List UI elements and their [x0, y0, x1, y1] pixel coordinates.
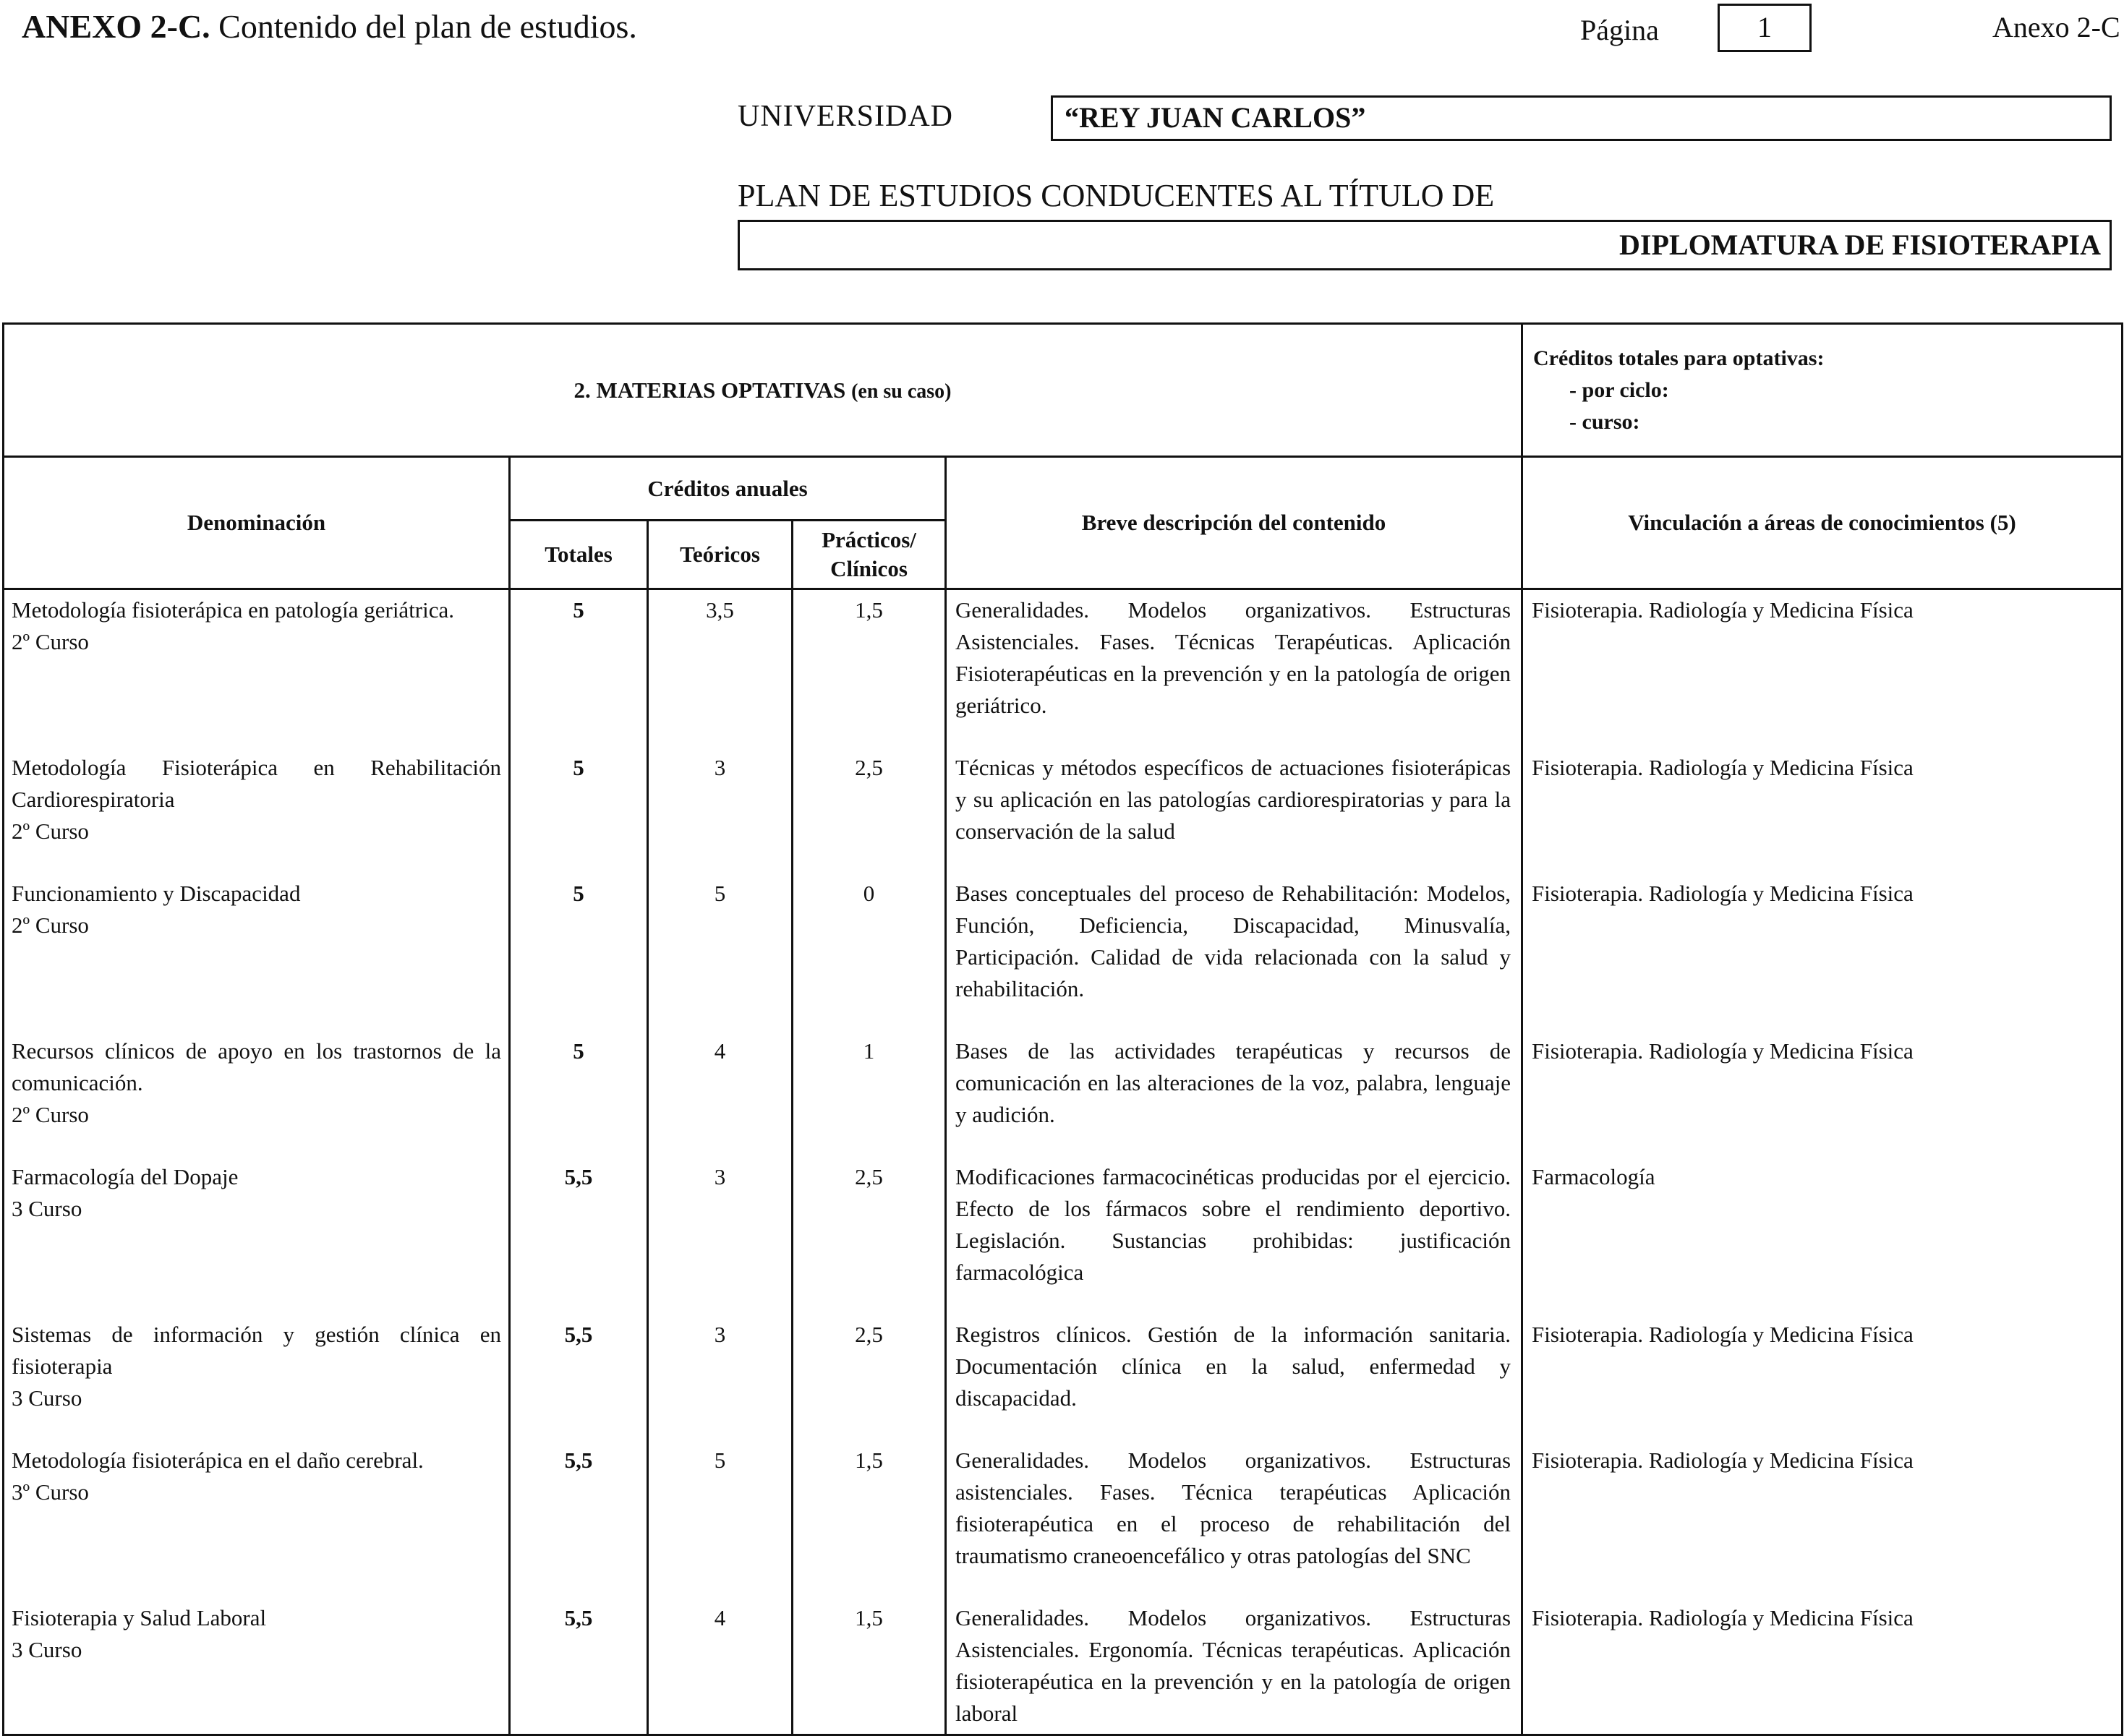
credits-total: 5	[510, 589, 648, 748]
credits-total: 5,5	[510, 1598, 648, 1735]
total-credits-cell	[1522, 324, 2123, 457]
subject-course: 3º Curso	[12, 1479, 89, 1505]
credits-theory: 4	[648, 1031, 793, 1157]
subject-name: Farmacología del Dopaje	[12, 1164, 239, 1189]
credits-total: 5	[510, 1031, 648, 1157]
credits-total: 5,5	[510, 1440, 648, 1598]
subject-name: Fisioterapia y Salud Laboral	[12, 1605, 267, 1630]
annex-label: ANEXO 2-C.	[22, 8, 210, 45]
optional-subjects-table	[2, 322, 2123, 1736]
subject-name: Sistemas de información y gestión clínica en fisioterapia	[12, 1322, 501, 1379]
credits-practice: 1,5	[793, 1598, 946, 1735]
credits-practice: 2,5	[793, 1314, 946, 1440]
subject-description: Registros clínicos. Gestión de la información sanitaria. Documentación clínica en la salud, enfermedad y discapacidad.	[946, 1314, 1522, 1440]
table-row	[4, 1314, 2123, 1440]
credits-practice: 1	[793, 1031, 946, 1157]
credits-per-cycle-label: - por ciclo:	[1569, 377, 1669, 402]
credits-theory: 3	[648, 1314, 793, 1440]
subject-description: Generalidades. Modelos organizativos. Estructuras asistenciales. Fases. Técnica terapéuticas Aplicación fisioterapéutica en el proceso de rehabilitación del traumatismo craneoencefálico y otras patologías del SNC	[946, 1440, 1522, 1598]
knowledge-area: Fisioterapia. Radiología y Medicina Física	[1522, 1598, 2123, 1735]
subject-course: 2º Curso	[12, 1102, 89, 1127]
credits-total: 5	[510, 748, 648, 873]
credits-theory: 3	[648, 1157, 793, 1314]
credits-theory: 4	[648, 1598, 793, 1735]
credits-total: 5,5	[510, 1314, 648, 1440]
knowledge-area: Fisioterapia. Radiología y Medicina Física	[1522, 748, 2123, 873]
table-row	[4, 589, 2123, 748]
credits-theory: 3	[648, 748, 793, 873]
credits-practice: 0	[793, 873, 946, 1031]
knowledge-area: Fisioterapia. Radiología y Medicina Física	[1522, 873, 2123, 1031]
university-label: UNIVERSIDAD	[738, 100, 953, 133]
degree-title-box: DIPLOMATURA DE FISIOTERAPIA	[738, 220, 2112, 270]
section-title-cell	[4, 324, 1522, 457]
subject-course: 3 Curso	[12, 1385, 82, 1411]
knowledge-area: Fisioterapia. Radiología y Medicina Física	[1522, 1031, 2123, 1157]
subject-name: Metodología fisioterápica en el daño cerebral.	[12, 1448, 424, 1473]
subject-course: 2º Curso	[12, 818, 89, 844]
knowledge-area: Fisioterapia. Radiología y Medicina Física	[1522, 589, 2123, 748]
credits-practice: 2,5	[793, 748, 946, 873]
subject-name: Metodología fisioterápica en patología geriátrica.	[12, 597, 455, 623]
subject-description: Generalidades. Modelos organizativos. Estructuras Asistenciales. Ergonomía. Técnicas terapéuticas. Aplicación fisioterapéutica en la prevención y en la patología de origen laboral	[946, 1598, 1522, 1735]
col-header-practicos-line1: Prácticos/	[822, 527, 916, 552]
credits-total: 5	[510, 873, 648, 1031]
subject-description: Bases conceptuales del proceso de Rehabilitación: Modelos, Función, Deficiencia, Discapacidad, Minusvalía, Participación. Calidad de vida relacionada con la salud y rehabilitación.	[946, 873, 1522, 1031]
table-row	[4, 748, 2123, 873]
col-header-description: Breve descripción del contenido	[946, 457, 1522, 589]
subject-name: Metodología Fisioterápica en Rehabilitación Cardiorespiratoria	[12, 755, 501, 812]
credits-theory: 5	[648, 1440, 793, 1598]
page-label: Página	[1580, 14, 1659, 46]
col-header-teoricos: Teóricos	[648, 521, 793, 589]
subject-name: Recursos clínicos de apoyo en los trastornos de la comunicación.	[12, 1038, 501, 1095]
knowledge-area: Farmacología	[1522, 1157, 2123, 1314]
annex-description: Contenido del plan de estudios.	[218, 8, 637, 45]
section-title: 2. MATERIAS OPTATIVAS	[573, 377, 846, 403]
section-note: (en su caso)	[851, 380, 952, 403]
col-header-totales: Totales	[510, 521, 648, 589]
knowledge-area: Fisioterapia. Radiología y Medicina Física	[1522, 1314, 2123, 1440]
table-row	[4, 1598, 2123, 1735]
subject-course: 3 Curso	[12, 1196, 82, 1221]
subject-description: Bases de las actividades terapéuticas y recursos de comunicación en las alteraciones de la voz, palabra, lenguaje y audición.	[946, 1031, 1522, 1157]
subject-course: 3 Curso	[12, 1637, 82, 1662]
annex-tag: Anexo 2-C	[1992, 11, 2120, 43]
subject-description: Generalidades. Modelos organizativos. Estructuras Asistenciales. Fases. Técnicas Terapéuticas. Aplicación Fisioterapéuticas en la prevención y en la patología de origen geriátrico.	[946, 589, 1522, 748]
table-row	[4, 1440, 2123, 1598]
credits-theory: 5	[648, 873, 793, 1031]
page-number-box: 1	[1718, 4, 1812, 52]
credits-per-course-label: - curso:	[1569, 409, 1640, 434]
subject-name: Funcionamiento y Discapacidad	[12, 881, 301, 906]
total-credits-label: Créditos totales para optativas:	[1533, 346, 1825, 370]
col-header-practicos	[793, 521, 946, 589]
table-row	[4, 1031, 2123, 1157]
credits-theory: 3,5	[648, 589, 793, 748]
table-row	[4, 1157, 2123, 1314]
credits-practice: 1,5	[793, 589, 946, 748]
subject-description: Técnicas y métodos específicos de actuaciones fisioterápicas y su aplicación en las patologías cardiorespiratorias y para la conservación de la salud	[946, 748, 1522, 873]
plan-label: PLAN DE ESTUDIOS CONDUCENTES AL TÍTULO DE	[738, 178, 1495, 213]
subject-course: 2º Curso	[12, 912, 89, 938]
col-header-name: Denominación	[4, 457, 510, 589]
credits-practice: 2,5	[793, 1157, 946, 1314]
subject-description: Modificaciones farmacocinéticas producidas por el ejercicio. Efecto de los fármacos sobre el rendimiento deportivo. Legislación. Sustancias prohibidas: justificación farmacológica	[946, 1157, 1522, 1314]
knowledge-area: Fisioterapia. Radiología y Medicina Física	[1522, 1440, 2123, 1598]
col-header-practicos-line2: Clínicos	[830, 556, 908, 581]
col-header-credits: Créditos anuales	[510, 457, 946, 521]
col-header-area: Vinculación a áreas de conocimientos (5)	[1522, 457, 2123, 589]
credits-practice: 1,5	[793, 1440, 946, 1598]
subject-course: 2º Curso	[12, 629, 89, 654]
document-title	[22, 7, 637, 46]
credits-total: 5,5	[510, 1157, 648, 1314]
table-row	[4, 873, 2123, 1031]
university-name-box: “REY JUAN CARLOS”	[1051, 95, 2112, 141]
